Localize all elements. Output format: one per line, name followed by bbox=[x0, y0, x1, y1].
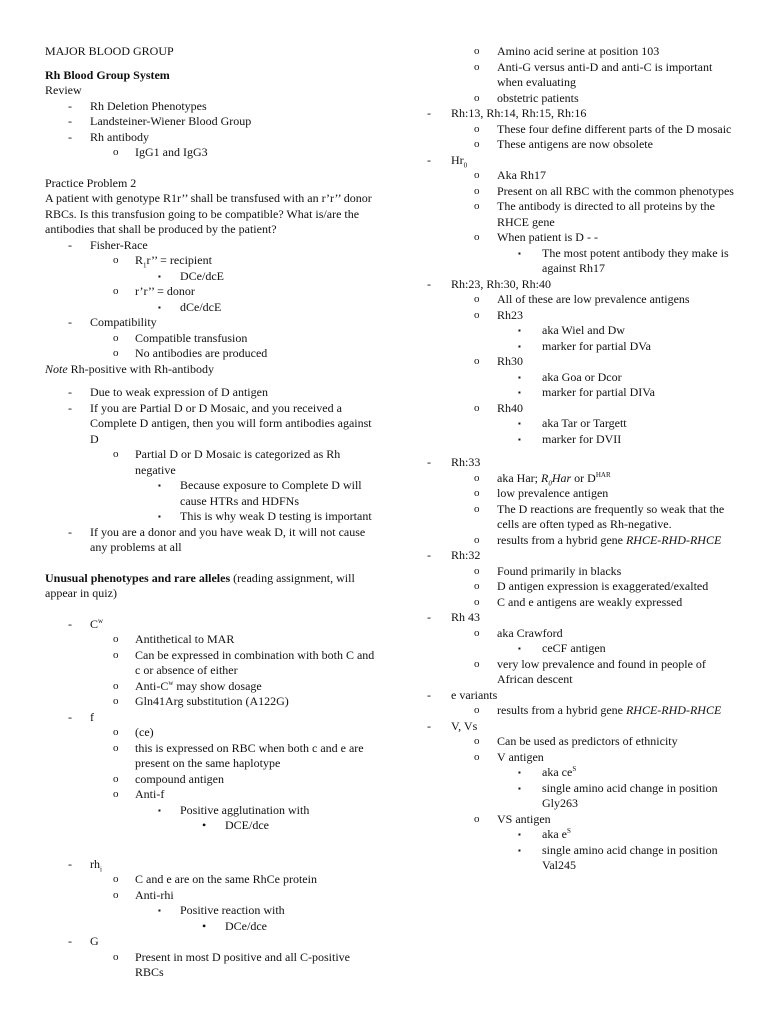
list-item: ▪ marker for partial DIVa bbox=[518, 385, 655, 399]
list-item: - Rh 43 bbox=[427, 610, 481, 624]
list-item: - Compatibility bbox=[68, 315, 157, 329]
list-item: o low prevalence antigen bbox=[474, 486, 609, 500]
list-item: ▪ DCe/dcE bbox=[158, 268, 224, 283]
practice-title: Practice Problem 2 bbox=[45, 175, 137, 190]
list-item: o very low prevalence and found in people of African descent bbox=[474, 656, 706, 686]
unusual-heading: Unusual phenotypes and rare alleles (reading assignment, will appear in quiz) bbox=[45, 570, 355, 600]
list-item: - If you are a donor and you have weak D, it will not cause any problems at all bbox=[68, 524, 366, 554]
list-item: o Anti-rhi bbox=[113, 887, 174, 902]
list-item: ▪ ceCF antigen bbox=[518, 641, 606, 655]
list-item: o Present in most D positive and all C-positive RBCs bbox=[113, 949, 350, 979]
list-item: o results from a hybrid gene RHCE-RHD-RHCE bbox=[474, 532, 722, 547]
list-item: o Anti-G versus anti-D and anti-C is important when evaluating bbox=[474, 59, 713, 89]
list-item: o Amino acid serine at position 103 bbox=[474, 44, 660, 58]
list-item: o Partial D or D Mosaic is categorized as Rh negative bbox=[113, 447, 341, 477]
list-item: o VS antigen bbox=[474, 811, 551, 826]
list-item: ▪ single amino acid change in position Val245 bbox=[518, 842, 718, 872]
list-item: o aka Har; $R_0Har$ or $D^{HAR}$ bbox=[474, 470, 611, 487]
list-item: o aka Crawford bbox=[474, 625, 563, 640]
list-item: o The D reactions are frequently so weak that the cells are often typed as Rh-negative. bbox=[474, 501, 725, 531]
list-item: ▪ marker for DVII bbox=[518, 431, 622, 446]
list-item: ▪ Positive reaction with bbox=[158, 903, 285, 917]
right-column bbox=[405, 44, 735, 874]
list-item: - Rh:33 bbox=[427, 455, 481, 469]
list-item: o Rh30 bbox=[474, 354, 524, 368]
list-item: o Aka Rh17 bbox=[474, 168, 546, 182]
rh-heading: Rh Blood Group System bbox=[45, 67, 170, 82]
left-column bbox=[45, 44, 375, 981]
list-item: - Rh:13, Rh:14, Rh:15, Rh:16 bbox=[427, 106, 587, 120]
list-item: • DCE/dce bbox=[202, 818, 269, 832]
list-item: - e variants bbox=[427, 687, 498, 702]
list-item: ▪ This is why weak D testing is important bbox=[158, 509, 372, 523]
list-item: o D antigen expression is exaggerated/exalted bbox=[474, 579, 709, 593]
list-item: - $rh_i$ bbox=[68, 856, 102, 873]
list-item: o compound antigen bbox=[113, 771, 224, 786]
list-item: o IgG1 and IgG3 bbox=[113, 145, 208, 159]
list-item: o Gln41Arg substitution (A122G) bbox=[113, 694, 289, 708]
list-item: ▪ aka Wiel and Dw bbox=[518, 323, 625, 337]
list-item: - $Hr_0$ bbox=[427, 152, 468, 169]
review-label: Review bbox=[45, 83, 82, 97]
list-item: o These four define different parts of the D mosaic bbox=[474, 121, 732, 136]
list-item: - Fisher-Race bbox=[68, 237, 148, 252]
list-item: • DCe/dce bbox=[202, 918, 267, 933]
list-item: o Compatible transfusion bbox=[113, 330, 248, 345]
list-item: o Anti-$C^w$ may show dosage bbox=[113, 678, 262, 693]
list-item: ▪ aka $ce^S$ bbox=[518, 765, 577, 779]
list-item: o When patient is D - - bbox=[474, 230, 598, 244]
list-item: - Due to weak expression of D antigen bbox=[68, 385, 268, 399]
list-item: o V antigen bbox=[474, 749, 544, 764]
list-item: o These antigens are now obsolete bbox=[474, 137, 653, 151]
list-item: o Anti-f bbox=[113, 787, 165, 801]
list-item: - V, Vs bbox=[427, 718, 478, 733]
list-item: - Rh Deletion Phenotypes bbox=[68, 98, 207, 113]
list-item: - Rh:23, Rh:30, Rh:40 bbox=[427, 276, 552, 291]
list-item: ▪ The most potent antibody they make is against Rh17 bbox=[518, 245, 729, 275]
list-item: - $C^w$ bbox=[68, 616, 104, 631]
list-item: ▪ single amino acid change in position Gly263 bbox=[518, 780, 718, 810]
list-item: - Rh antibody bbox=[68, 129, 149, 144]
list-item: ▪ dCe/dcE bbox=[158, 299, 222, 314]
list-item: o Found primarily in blacks bbox=[474, 563, 622, 578]
list-item: - If you are Partial D or D Mosaic, and you received a Complete D antigen, then you will form antibodies against D bbox=[68, 400, 372, 446]
list-item: - G bbox=[68, 934, 99, 948]
list-item: o Rh23 bbox=[474, 307, 524, 322]
list-item: o r’r’’ = donor bbox=[113, 284, 195, 298]
practice-text: A patient with genotype R1r’’ shall be transfused with an r’r’’ donor RBCs. Is this transfusion going to be compatible? What is/are the antibodies that shall be produced by the patient? bbox=[45, 191, 372, 236]
doc-title: MAJOR BLOOD GROUP bbox=[45, 44, 174, 58]
list-item: - Rh:32 bbox=[427, 548, 481, 562]
list-item: ▪ aka Tar or Targett bbox=[518, 416, 627, 430]
list-item: o obstetric patients bbox=[474, 90, 579, 105]
list-item: ▪ aka $e^S$ bbox=[518, 827, 571, 841]
list-item: ▪ Because exposure to Complete D will cause HTRs and HDFNs bbox=[158, 478, 362, 508]
list-item: o No antibodies are produced bbox=[113, 346, 268, 360]
list-item: ▪ Positive agglutination with bbox=[158, 802, 310, 817]
list-item: - Landsteiner-Wiener Blood Group bbox=[68, 114, 252, 128]
list-item: o Present on all RBC with the common phenotypes bbox=[474, 183, 734, 198]
list-item: ▪ marker for partial DVa bbox=[518, 338, 651, 353]
list-item: - f bbox=[68, 709, 94, 724]
list-item: o C and e antigens are weakly expressed bbox=[474, 594, 683, 609]
list-item: o (ce) bbox=[113, 725, 154, 739]
list-item: o All of these are low prevalence antigens bbox=[474, 292, 690, 306]
list-item: o C and e are on the same RhCe protein bbox=[113, 872, 317, 886]
list-item: ▪ aka Goa or Dcor bbox=[518, 369, 622, 384]
list-item: o Antithetical to MAR bbox=[113, 632, 235, 646]
list-item: o Rh40 bbox=[474, 400, 524, 415]
list-item: o results from a hybrid gene RHCE-RHD-RHCE bbox=[474, 703, 722, 717]
list-item: o this is expressed on RBC when both c and e are present on the same haplotype bbox=[113, 740, 364, 770]
note-line: Note Rh-positive with Rh-antibody bbox=[45, 361, 214, 376]
list-item: o $R_1r$’’ = recipient bbox=[113, 253, 212, 270]
list-item: o The antibody is directed to all proteins by the RHCE gene bbox=[474, 199, 715, 229]
list-item: o Can be used as predictors of ethnicity bbox=[474, 734, 678, 748]
list-item: o Can be expressed in combination with both C and c or absence of either bbox=[113, 647, 375, 677]
